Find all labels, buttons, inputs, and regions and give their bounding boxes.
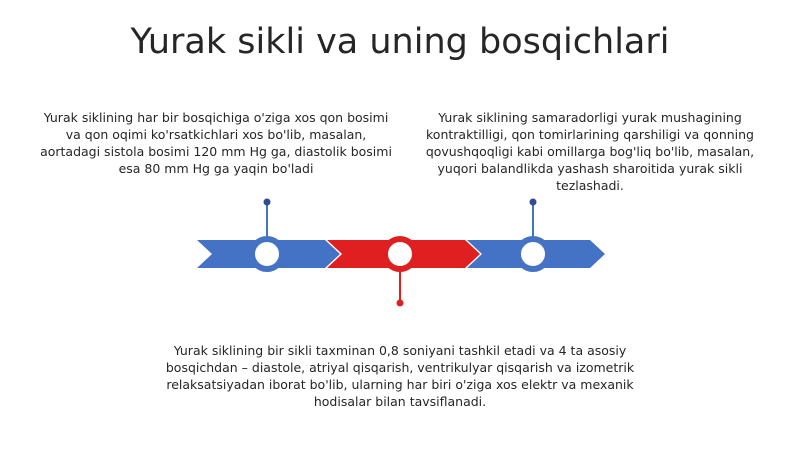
text-line: hodisalar bilan tavsiflanadi.: [313, 394, 487, 409]
text-line: va qon oqimi ko'rsatkichlari xos bo'lib, masalan,: [65, 127, 367, 142]
connector-dot-3: [530, 199, 537, 206]
text-line: aortadagi sistola bosimi 120 mm Hg ga, diastolik bosimi: [40, 144, 392, 159]
text-line: kontraktilligi, qon tomirlarining qarshiligi va qonning: [426, 127, 754, 142]
timeline-node-2: [385, 239, 415, 269]
text-line: Yurak siklining samaradorligi yurak mushagining: [438, 110, 742, 125]
connector-dot-2: [397, 300, 404, 307]
slide-title: Yurak sikli va uning bosqichlari: [130, 22, 670, 62]
text-line: bosqichdan – diastole, atriyal qisqarish, ventrikulyar qisqarish va izometrik: [165, 360, 635, 375]
text-line: yuqori balandlikda yashash sharoitida yurak sikli: [437, 161, 743, 176]
text-line: relaksatsiyadan iborat bo'lib, ularning har biri o'ziga xos elektr va mexanik: [166, 377, 634, 392]
connector-dot-1: [264, 199, 271, 206]
text-line: esa 80 mm Hg ga yaqin bo'ladi: [118, 161, 314, 176]
text-line: qovushqoqligi kabi omillarga bog'liq bo'lib, masalan,: [425, 144, 755, 159]
text-line: Yurak siklining har bir bosqichiga o'ziga xos qon bosimi: [43, 110, 389, 125]
text-line: Yurak siklining bir sikli taxminan 0,8 soniyani tashkil etadi va 4 ta asosiy: [173, 343, 627, 358]
timeline-node-3: [518, 239, 548, 269]
text-line: tezlashadi.: [556, 178, 624, 193]
timeline-node-1: [252, 239, 282, 269]
